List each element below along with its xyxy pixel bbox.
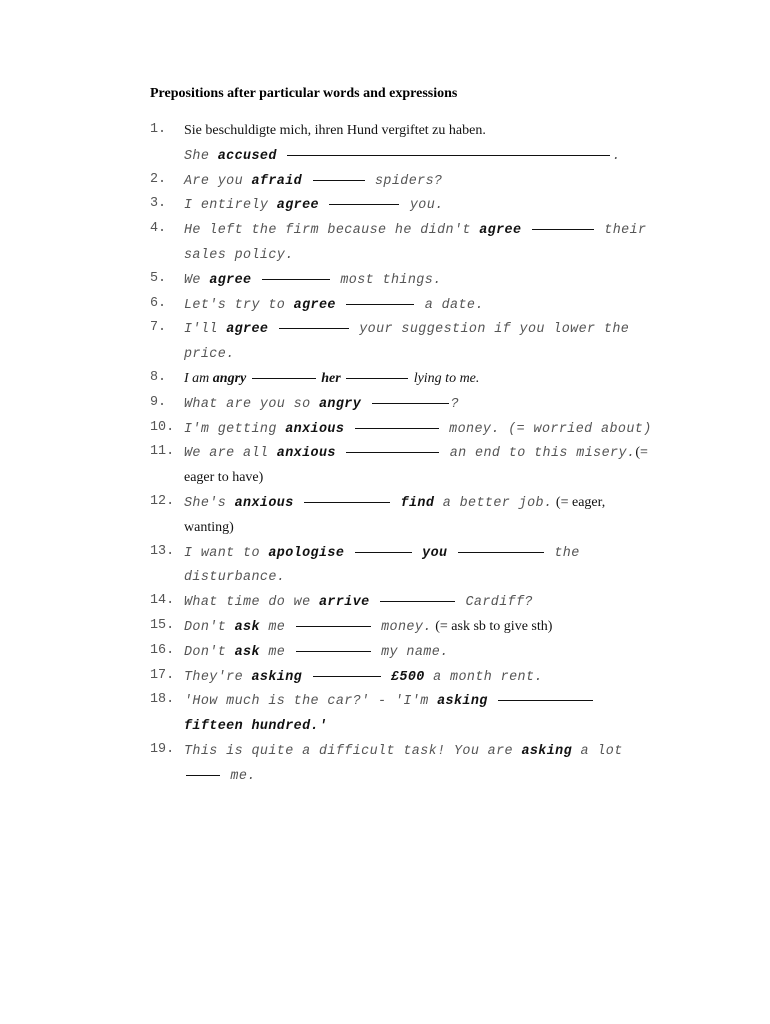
text-segment: They're xyxy=(184,669,252,685)
answer-blank xyxy=(346,378,408,379)
keyword-wrap xyxy=(277,446,336,461)
sentence-text xyxy=(184,664,543,691)
sentence-text xyxy=(184,589,533,616)
item-number: 12. xyxy=(150,493,175,509)
exercise-line xyxy=(0,366,770,391)
text-segment: I'm getting xyxy=(184,421,286,437)
exercise-line xyxy=(0,292,770,317)
text-segment: (= ask sb to give sth) xyxy=(431,618,553,634)
sentence-text xyxy=(184,738,623,765)
keyword-wrap xyxy=(294,298,336,313)
text-segment: most things. xyxy=(331,272,442,288)
keyword: find xyxy=(400,495,435,511)
text-segment: Are you xyxy=(184,173,252,189)
text-segment: She's xyxy=(184,495,235,511)
exercise-line xyxy=(0,664,770,689)
keyword: her xyxy=(321,370,341,386)
sentence-text xyxy=(184,465,263,491)
exercise-list xyxy=(0,118,770,788)
page-title: Prepositions after particular words and expressions xyxy=(150,86,458,101)
exercise-line xyxy=(0,614,770,639)
exercise-item xyxy=(0,267,770,292)
text-segment xyxy=(336,298,344,313)
item-number: 6. xyxy=(150,295,167,311)
item-number: 17. xyxy=(150,667,175,683)
answer-blank xyxy=(313,676,381,677)
exercise-item xyxy=(0,540,770,590)
text-segment xyxy=(361,397,369,412)
keyword: agree xyxy=(226,322,269,338)
text-segment: money. xyxy=(372,619,432,635)
text-segment: Don't xyxy=(184,644,235,660)
keyword-wrap xyxy=(437,694,488,709)
keyword-wrap xyxy=(235,496,294,511)
keyword: agree xyxy=(209,272,252,288)
keyword-wrap xyxy=(184,719,327,734)
answer-blank xyxy=(346,452,439,453)
exercise-item xyxy=(0,664,770,689)
keyword: asking xyxy=(251,669,303,685)
answer-blank xyxy=(458,552,544,553)
exercise-line xyxy=(0,515,770,540)
text-segment: a date. xyxy=(416,297,484,313)
exercise-line xyxy=(0,440,770,465)
text-segment: ? xyxy=(450,396,460,412)
sentence-text xyxy=(184,416,652,443)
keyword-wrap xyxy=(213,371,246,386)
keyword: ask xyxy=(234,644,260,660)
keyword-wrap xyxy=(285,422,344,437)
text-segment xyxy=(341,371,345,386)
text-segment: Cardiff? xyxy=(457,595,533,611)
sentence-text xyxy=(184,639,449,666)
sentence-text xyxy=(184,688,595,715)
exercise-item xyxy=(0,118,770,168)
item-number: 5. xyxy=(150,270,167,286)
item-number: 13. xyxy=(150,543,175,559)
keyword: ask xyxy=(234,619,260,635)
item-number: 18. xyxy=(150,692,175,708)
text-segment: We are all xyxy=(184,446,277,462)
answer-blank xyxy=(262,279,330,280)
item-number: 4. xyxy=(150,221,167,237)
sentence-text xyxy=(184,440,648,467)
sentence-text xyxy=(184,391,459,418)
text-segment: their xyxy=(595,223,647,239)
keyword: agree xyxy=(293,297,336,313)
answer-blank xyxy=(380,601,455,602)
item-number: 2. xyxy=(150,171,167,187)
exercise-line xyxy=(0,143,770,168)
sentence-text xyxy=(184,614,552,641)
item-number: 8. xyxy=(150,369,167,385)
text-segment xyxy=(277,149,285,164)
text-segment: the xyxy=(545,545,580,561)
keyword-wrap xyxy=(252,174,303,189)
text-segment xyxy=(246,371,250,386)
answer-blank xyxy=(372,403,449,404)
exercise-line xyxy=(0,192,770,217)
answer-blank xyxy=(532,229,594,230)
text-segment: me xyxy=(259,644,294,660)
answer-blank xyxy=(287,155,610,156)
sentence-text xyxy=(184,292,484,319)
keyword: agree xyxy=(276,198,319,214)
exercise-line xyxy=(0,168,770,193)
exercise-item xyxy=(0,440,770,490)
answer-blank xyxy=(346,304,414,305)
text-segment xyxy=(414,546,422,561)
answer-blank xyxy=(498,700,593,701)
exercise-item xyxy=(0,639,770,664)
keyword: anxious xyxy=(276,446,336,462)
exercise-line xyxy=(0,738,770,763)
exercise-item xyxy=(0,366,770,391)
keyword-wrap xyxy=(268,546,344,561)
answer-blank xyxy=(252,378,316,379)
exercise-item xyxy=(0,589,770,614)
sentence-text xyxy=(184,540,580,567)
sentence-text xyxy=(184,192,444,219)
text-segment: This is quite a difficult task! You are xyxy=(184,743,522,759)
exercise-line xyxy=(0,267,770,292)
exercise-line xyxy=(0,688,770,713)
exercise-line xyxy=(0,564,770,589)
text-segment: She xyxy=(184,148,218,164)
keyword: asking xyxy=(437,694,488,710)
keyword: fifteen hundred.' xyxy=(184,719,328,735)
sentence-text xyxy=(184,763,256,790)
keyword: apologise xyxy=(268,545,345,561)
text-segment: What time do we xyxy=(184,595,319,611)
text-segment: I entirely xyxy=(184,198,277,214)
keyword: angry xyxy=(318,396,362,412)
text-segment xyxy=(252,273,260,288)
exercise-line xyxy=(0,589,770,614)
text-segment xyxy=(488,694,496,709)
exercise-line xyxy=(0,316,770,341)
text-segment: Sie beschuldigte mich, ihren Hund vergiftet zu haben. xyxy=(184,123,486,138)
text-segment: (= xyxy=(635,445,648,461)
text-segment: a lot xyxy=(572,743,623,759)
text-segment: He left the firm because he didn't xyxy=(184,223,480,239)
item-number: 3. xyxy=(150,196,167,212)
text-segment xyxy=(447,546,455,561)
exercise-item xyxy=(0,316,770,366)
item-number: 11. xyxy=(150,444,175,460)
text-segment: a month rent. xyxy=(424,669,543,685)
answer-blank xyxy=(279,328,349,329)
exercise-item xyxy=(0,292,770,317)
keyword-wrap xyxy=(319,397,361,412)
keyword-wrap xyxy=(401,496,435,511)
text-segment: (= eager, xyxy=(552,494,606,510)
text-segment: 'How much is the car?' - 'I'm xyxy=(184,694,438,710)
text-segment: spiders? xyxy=(366,173,443,189)
keyword-wrap xyxy=(209,273,251,288)
text-segment: me. xyxy=(222,768,256,784)
item-number: 7. xyxy=(150,320,167,336)
sentence-text xyxy=(184,143,621,170)
keyword-wrap xyxy=(235,645,260,660)
text-segment: disturbance. xyxy=(184,570,286,586)
keyword-wrap xyxy=(277,198,319,213)
exercise-line xyxy=(0,540,770,565)
sentence-text xyxy=(184,316,629,343)
text-segment xyxy=(268,322,276,337)
exercise-line xyxy=(0,763,770,788)
text-segment: What are you so xyxy=(184,396,319,412)
sentence-text xyxy=(184,341,235,368)
sentence-text xyxy=(184,515,234,541)
text-segment: Let's try to xyxy=(184,297,294,313)
exercise-item xyxy=(0,391,770,416)
text-segment: money. (= worried about) xyxy=(440,421,652,437)
sentence-text xyxy=(184,267,442,294)
text-segment xyxy=(302,670,310,685)
exercise-line xyxy=(0,639,770,664)
keyword: angry xyxy=(212,370,247,386)
keyword-wrap xyxy=(521,744,572,759)
text-segment: wanting) xyxy=(184,519,234,535)
exercise-line xyxy=(0,341,770,366)
keyword: asking xyxy=(521,743,573,759)
keyword-wrap xyxy=(319,595,370,610)
keyword: £500 xyxy=(391,669,425,685)
keyword: afraid xyxy=(251,173,303,189)
exercise-line xyxy=(0,242,770,267)
sentence-text xyxy=(184,490,605,517)
keyword: you xyxy=(422,545,448,561)
text-segment: you. xyxy=(401,198,444,214)
keyword: agree xyxy=(479,223,522,239)
text-segment: . xyxy=(612,148,621,164)
keyword-wrap xyxy=(218,149,277,164)
sentence-text xyxy=(184,242,294,269)
exercise-item xyxy=(0,168,770,193)
answer-blank xyxy=(329,204,399,205)
text-segment xyxy=(392,496,400,511)
keyword: anxious xyxy=(234,495,294,511)
sentence-text xyxy=(184,118,486,144)
text-segment: eager to have) xyxy=(184,470,264,486)
exercise-line xyxy=(0,217,770,242)
item-number: 16. xyxy=(150,642,175,658)
text-segment: an end to this misery. xyxy=(441,446,636,462)
text-segment: We xyxy=(184,272,210,288)
text-segment: price. xyxy=(184,347,235,363)
text-segment: my name. xyxy=(372,644,449,660)
text-segment: I'll xyxy=(184,322,227,338)
exercise-line xyxy=(0,416,770,441)
text-segment: lying to me. xyxy=(410,370,480,386)
answer-blank xyxy=(355,428,439,429)
text-segment: I am xyxy=(184,370,213,386)
text-segment: a better job. xyxy=(434,495,553,511)
text-segment xyxy=(344,422,352,437)
sentence-text xyxy=(184,217,647,244)
answer-blank xyxy=(296,626,371,627)
exercise-item xyxy=(0,738,770,788)
item-number: 1. xyxy=(150,122,167,137)
keyword-wrap xyxy=(226,322,268,337)
sentence-text xyxy=(184,366,479,392)
item-number: 10. xyxy=(150,419,175,435)
keyword-wrap xyxy=(235,620,260,635)
text-segment: your suggestion if you lower the xyxy=(350,322,630,338)
exercise-line xyxy=(0,465,770,490)
text-segment xyxy=(294,496,302,511)
keyword: anxious xyxy=(285,421,345,437)
keyword-wrap xyxy=(321,371,340,386)
exercise-line xyxy=(0,713,770,738)
answer-blank xyxy=(355,552,412,553)
exercise-item xyxy=(0,217,770,267)
answer-blank xyxy=(296,651,371,652)
text-segment xyxy=(521,223,529,238)
keyword: accused xyxy=(217,148,277,164)
item-number: 19. xyxy=(150,741,175,757)
item-number: 14. xyxy=(150,593,175,609)
answer-blank xyxy=(304,502,390,503)
exercise-line xyxy=(0,490,770,515)
keyword-wrap xyxy=(479,223,521,238)
keyword-wrap xyxy=(252,670,303,685)
exercise-item xyxy=(0,614,770,639)
text-segment xyxy=(370,595,378,610)
item-number: 9. xyxy=(150,394,167,410)
text-segment: sales policy. xyxy=(184,247,294,263)
sentence-text xyxy=(184,564,285,591)
text-segment: Don't xyxy=(184,619,235,635)
sentence-text xyxy=(184,713,327,740)
answer-blank xyxy=(186,775,220,776)
text-segment: me xyxy=(259,619,294,635)
exercise-line xyxy=(0,391,770,416)
answer-blank xyxy=(313,180,365,181)
text-segment xyxy=(302,174,310,189)
text-segment xyxy=(336,446,344,461)
exercise-item xyxy=(0,490,770,540)
text-segment: I want to xyxy=(184,545,269,561)
keyword: arrive xyxy=(318,595,370,611)
sentence-text xyxy=(184,168,442,195)
text-segment xyxy=(344,546,352,561)
exercise-line xyxy=(0,118,770,143)
exercise-item xyxy=(0,416,770,441)
exercise-item xyxy=(0,688,770,738)
keyword-wrap xyxy=(391,670,425,685)
text-segment xyxy=(319,198,327,213)
keyword-wrap xyxy=(422,546,447,561)
exercise-item xyxy=(0,192,770,217)
item-number: 15. xyxy=(150,617,175,633)
text-segment xyxy=(383,670,391,685)
